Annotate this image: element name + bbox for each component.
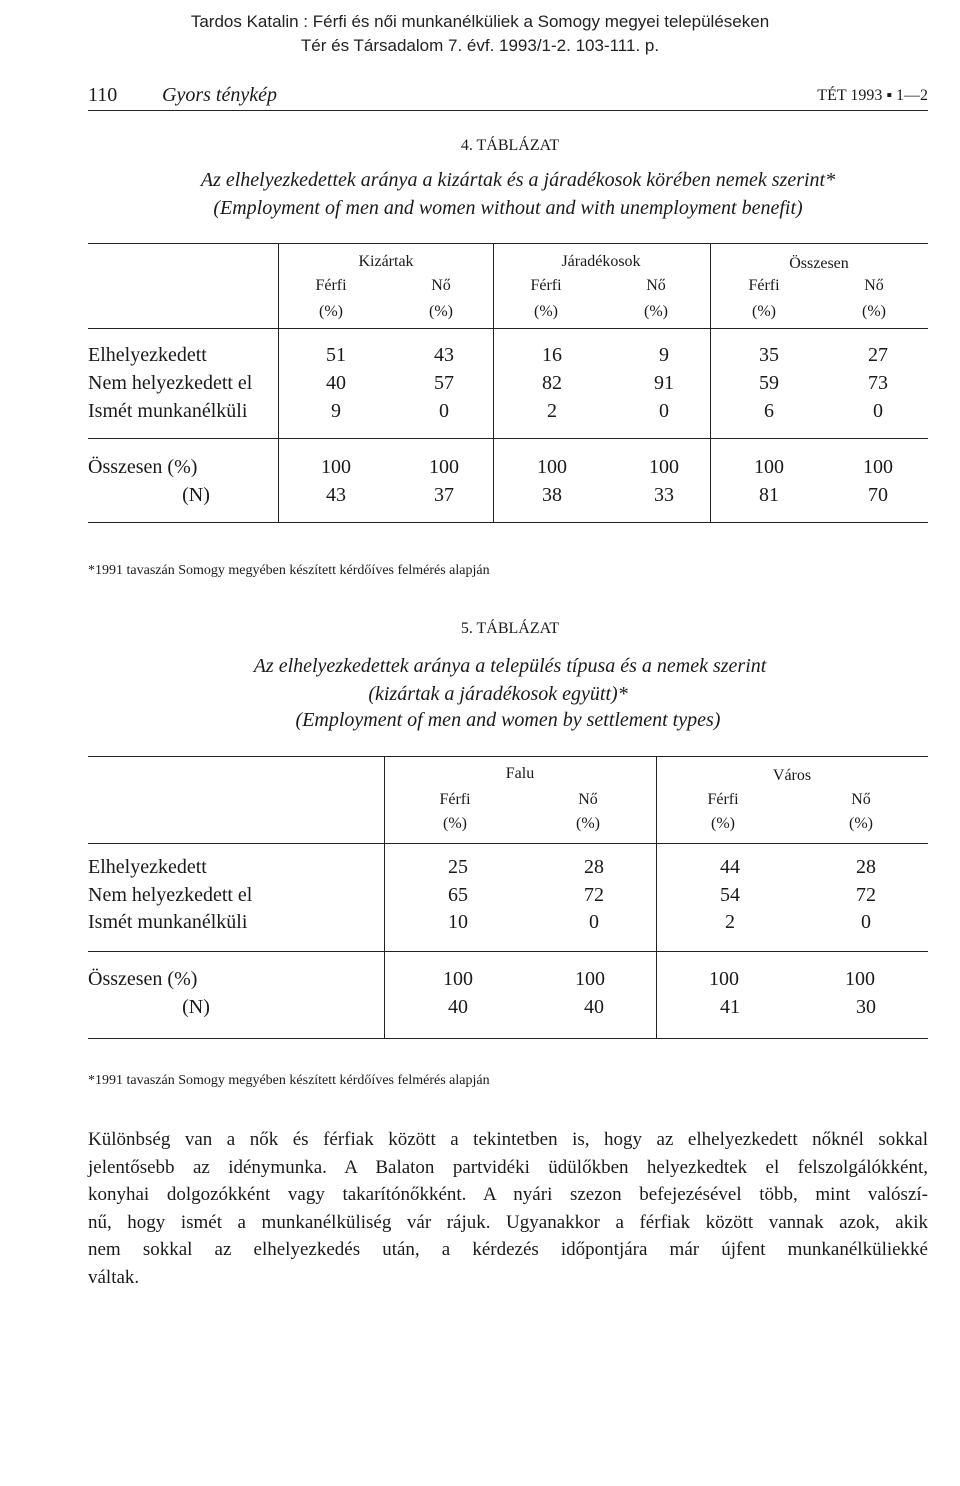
table4-cell: 100 (321, 456, 351, 478)
table4-cell: 9 (331, 400, 341, 422)
table5-subhead: Nő (578, 791, 598, 808)
table5-cell: 100 (845, 968, 875, 990)
paragraph-line: Különbség van a nők és férfiak között a tekintetben is, hogy az elhelyezkedett nőknél sokkal (88, 1129, 928, 1150)
table5-group-varos: Város (772, 767, 812, 784)
table5-cell: 30 (856, 996, 876, 1018)
table5-cell: 28 (584, 856, 604, 878)
table4-subhead: Férfi (748, 277, 780, 294)
table4-cell: 0 (439, 400, 449, 422)
table4-cell: 59 (759, 372, 779, 394)
table5-bottom-rule (88, 1038, 928, 1039)
table4-divider-1 (493, 243, 494, 523)
table5-title-en: (Employment of men and women by settlement types) (295, 709, 721, 731)
table5-total-label: (N) (182, 996, 210, 1018)
table4-subhead: Nő (431, 277, 451, 294)
table4-unit: (%) (534, 303, 558, 320)
table5-cell: 28 (856, 856, 876, 878)
table4-cell: 51 (326, 344, 346, 366)
table4-unit: (%) (862, 303, 886, 320)
table4-group-kizartak: Kizártak (358, 253, 414, 270)
table5-top-rule (88, 756, 928, 757)
table5-cell: 40 (448, 996, 468, 1018)
table4-unit: (%) (752, 303, 776, 320)
table4-cell: 0 (659, 400, 669, 422)
table4-cell: 6 (764, 400, 774, 422)
running-head-section: Gyors ténykép (162, 84, 277, 106)
table5-cell: 100 (709, 968, 739, 990)
table4-cell: 100 (649, 456, 679, 478)
table4-cell: 57 (434, 372, 454, 394)
table4-divider-2 (710, 243, 711, 523)
table5-cell: 10 (448, 911, 468, 933)
table4-cell: 82 (542, 372, 562, 394)
table4-cell: 70 (868, 484, 888, 506)
table5-cell: 65 (448, 884, 468, 906)
table5-row-label: Nem helyezkedett el (88, 884, 253, 906)
table5-cell: 100 (575, 968, 605, 990)
table5-cell: 72 (856, 884, 876, 906)
table5-cell: 44 (720, 856, 740, 878)
table4-row-label: Ismét munkanélküli (88, 400, 248, 422)
table5-cell: 100 (443, 968, 473, 990)
table4-cell: 91 (654, 372, 674, 394)
table5-cell: 54 (720, 884, 740, 906)
table4-cell: 9 (659, 344, 669, 366)
table4-cell: 43 (434, 344, 454, 366)
table5-divider-stub (384, 756, 385, 1039)
table4-subhead: Nő (646, 277, 666, 294)
table4-group-osszesen: Összesen (789, 255, 849, 272)
table4-top-rule (88, 243, 928, 244)
table4-subhead: Férfi (530, 277, 562, 294)
table4-cell: 33 (654, 484, 674, 506)
table5-subhead: Nő (851, 791, 871, 808)
table4-subhead: Férfi (315, 277, 347, 294)
table4-subhead: Nő (864, 277, 884, 294)
table5-group-falu: Falu (505, 765, 535, 782)
table4-cell: 100 (863, 456, 893, 478)
header-rule (88, 110, 928, 111)
paragraph-line: konyhai dolgozókként vagy takarítónőkként. A nyári szezon befejezésével több, mint valószí- (88, 1184, 928, 1205)
table5-unit: (%) (849, 815, 873, 832)
table4-cell: 16 (542, 344, 562, 366)
table5-cell: 2 (725, 911, 735, 933)
table5-cell: 41 (720, 996, 740, 1018)
table4-unit: (%) (319, 303, 343, 320)
table5-header-rule (88, 843, 928, 844)
table5-cell: 72 (584, 884, 604, 906)
source-citation-line2: Tér és Társadalom 7. évf. 1993/1-2. 103-111. p. (300, 36, 660, 55)
table4-cell: 73 (868, 372, 888, 394)
paragraph-line: nem sokkal az elhelyezkedés után, a kérdezés időpontjára már újfent munkanélküliekké (88, 1239, 928, 1260)
table4-unit: (%) (429, 303, 453, 320)
table4-cell: 37 (434, 484, 454, 506)
table4-cell: 2 (547, 400, 557, 422)
table5-row-label: Elhelyezkedett (88, 856, 207, 878)
table5-label: 5. TÁBLÁZAT (460, 620, 560, 637)
table5-title-hu2: (kizártak a járadékosok együtt)* (368, 683, 628, 705)
table5-title-hu: Az elhelyezkedettek aránya a település típusa és a nemek szerint (253, 655, 767, 677)
table4-unit: (%) (644, 303, 668, 320)
body-paragraph (88, 1126, 928, 1291)
table5-subhead: Férfi (439, 791, 471, 808)
table4-row-label: Nem helyezkedett el (88, 372, 253, 394)
running-head-journal: TÉT 1993 ▪ 1—2 (817, 87, 928, 104)
page-number: 110 (88, 84, 118, 106)
table4-header-rule (88, 328, 928, 329)
table4-cell: 100 (537, 456, 567, 478)
table4-cell: 100 (429, 456, 459, 478)
table4-cell: 38 (542, 484, 562, 506)
table4-bottom-rule (88, 522, 928, 523)
table5-unit: (%) (443, 815, 467, 832)
source-citation-line1: Tardos Katalin : Férfi és női munkanélküliek a Somogy megyei településeken (190, 12, 770, 31)
table5-cell: 0 (589, 911, 599, 933)
table4-divider-stub (278, 243, 279, 523)
table5-body-rule (88, 951, 928, 952)
table5-subhead: Férfi (707, 791, 739, 808)
table4-cell: 35 (759, 344, 779, 366)
table4-label: 4. TÁBLÁZAT (460, 137, 560, 154)
table4-cell: 0 (873, 400, 883, 422)
table4-total-label: (N) (182, 484, 210, 506)
table4-cell: 43 (326, 484, 346, 506)
table5-cell: 40 (584, 996, 604, 1018)
paragraph-line: jelentősebb az idénymunka. A Balaton partvidéki üdülőkben helyezkedtek el felszolgálókként, (88, 1156, 928, 1178)
paragraph-line: nű, hogy ismét a munkanélküliség vár rájuk. Ugyanakkor a férfiak között vannak azok, akik (88, 1211, 928, 1233)
table5-total-label: Összesen (%) (88, 968, 198, 990)
table5-cell: 0 (861, 911, 871, 933)
table4-body-rule (88, 438, 928, 439)
table4-cell: 100 (754, 456, 784, 478)
table4-cell: 40 (326, 372, 346, 394)
table4-title-en: (Employment of men and women without and with unemployment benefit) (213, 197, 803, 219)
table4-row-label: Elhelyezkedett (88, 344, 207, 366)
table5-cell: 25 (448, 856, 468, 878)
table4-cell: 81 (759, 484, 779, 506)
table5-unit: (%) (576, 815, 600, 832)
table5-footnote: *1991 tavaszán Somogy megyében készített kérdőíves felmérés alapján (88, 1073, 490, 1088)
paragraph-line: váltak. (88, 1266, 140, 1288)
table4-total-label: Összesen (%) (88, 456, 198, 478)
table4-group-jaradekosok: Járadékosok (561, 253, 641, 270)
table5-row-label: Ismét munkanélküli (88, 911, 248, 933)
table5-divider-1 (656, 756, 657, 1039)
table4-cell: 27 (868, 344, 888, 366)
table4-footnote: *1991 tavaszán Somogy megyében készített kérdőíves felmérés alapján (88, 563, 490, 578)
table4-title-hu: Az elhelyezkedettek aránya a kizártak és a járadékosok körében nemek szerint* (200, 169, 836, 191)
table5-unit: (%) (711, 815, 735, 832)
